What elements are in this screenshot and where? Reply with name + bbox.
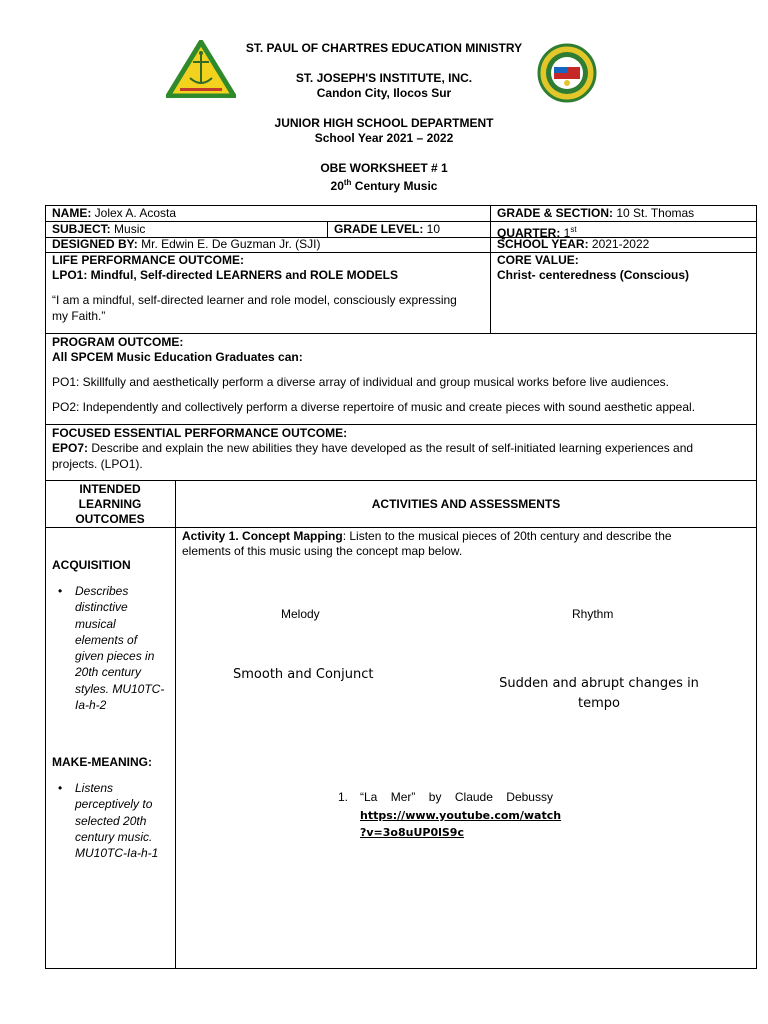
- program-outcome-subtitle: All SPCEM Music Education Graduates can:: [52, 350, 303, 364]
- lpo-quote-line2: my Faith.”: [52, 309, 106, 323]
- youtube-link-line1[interactable]: https://www.youtube.com/watch: [360, 809, 562, 822]
- header-institute: ST. JOSEPH'S INSTITUTE, INC.: [295, 71, 473, 85]
- acquisition-bullet: •: [58, 584, 63, 598]
- life-outcome-title: LIFE PERFORMANCE OUTCOME:: [52, 253, 244, 267]
- epo7-line2: projects. (LPO1).: [52, 457, 143, 471]
- melody-answer: Smooth and Conjunct: [233, 667, 374, 682]
- list-number: 1.: [338, 790, 349, 804]
- acquisition-item: Describes distinctive musical elements of given pieces in 20th century styles. MU10TC- Ia-h-2: [75, 584, 165, 713]
- subject-field: SUBJECT: Music: [52, 222, 146, 236]
- acquisition-heading: ACQUISITION: [52, 558, 131, 572]
- youtube-link[interactable]: [360, 807, 561, 841]
- activity-description: Activity 1. Concept Mapping: Listen to the musical pieces of 20th century and describe the elements of this music using the concept map below.: [182, 529, 672, 558]
- name-field: NAME: Jolex A. Acosta: [52, 206, 177, 220]
- focused-outcome-title: FOCUSED ESSENTIAL PERFORMANCE OUTCOME:: [52, 426, 348, 440]
- po2-text: PO2: Independently and collectively perform a diverse repertoire of music and create pieces with sound aesthetic appeal.: [52, 400, 696, 414]
- core-value-text: Christ- centeredness (Conscious): [497, 268, 690, 282]
- activity-title: Activity 1. Concept Mapping: [182, 529, 343, 543]
- header-department: JUNIOR HIGH SCHOOL DEPARTMENT: [274, 116, 494, 130]
- program-outcome-title: PROGRAM OUTCOME:: [52, 335, 184, 349]
- grade-level-field: GRADE LEVEL: 10: [334, 222, 441, 236]
- header-city: Candon City, Ilocos Sur: [316, 86, 452, 100]
- epo7-line1: EPO7: Describe and explain the new abilities they have developed as the result of self-initiated learning experiences and: [52, 441, 694, 455]
- list-item-title: “La Mer” by Claude Debussy: [360, 790, 553, 804]
- rhythm-label: Rhythm: [572, 607, 614, 621]
- quarter-field: QUARTER: 1st: [497, 225, 577, 240]
- lpo1-text: LPO1: Mindful, Self-directed LEARNERS and ROLE MODELS: [52, 268, 399, 282]
- make-meaning-item: Listens perceptively to selected 20th century music. MU10TC-Ia-h-1: [75, 781, 159, 861]
- school-year-field: SCHOOL YEAR: 2021-2022: [497, 237, 650, 251]
- header-school-year: School Year 2021 – 2022: [314, 131, 454, 145]
- activities-header: ACTIVITIES AND ASSESSMENTS: [371, 497, 561, 511]
- grade-section-field: GRADE & SECTION: 10 St. Thomas: [497, 206, 695, 220]
- po1-text: PO1: Skillfully and aesthetically perform a diverse array of individual and group musical works before live audiences.: [52, 375, 669, 389]
- header-topic: 20th Century Music: [330, 178, 438, 193]
- melody-label: Melody: [281, 607, 320, 621]
- designed-by-field: DESIGNED BY: Mr. Edwin E. De Guzman Jr. (SJI): [52, 237, 321, 251]
- make-meaning-heading: MAKE-MEANING:: [52, 755, 152, 769]
- rhythm-answer: Sudden and abrupt changes in tempo: [499, 676, 699, 711]
- youtube-link-line2[interactable]: ?v=3o8uUP0lS9c: [360, 826, 464, 839]
- lpo-quote-line1: “I am a mindful, self-directed learner and role model, consciously expressing: [52, 293, 457, 307]
- core-value-title: CORE VALUE:: [497, 253, 579, 267]
- ilo-header: INTENDED LEARNING OUTCOMES: [75, 482, 145, 526]
- make-meaning-bullet: •: [58, 781, 63, 795]
- header-ministry: ST. PAUL OF CHARTRES EDUCATION MINISTRY: [245, 41, 523, 55]
- header-worksheet: OBE WORKSHEET # 1: [320, 161, 448, 175]
